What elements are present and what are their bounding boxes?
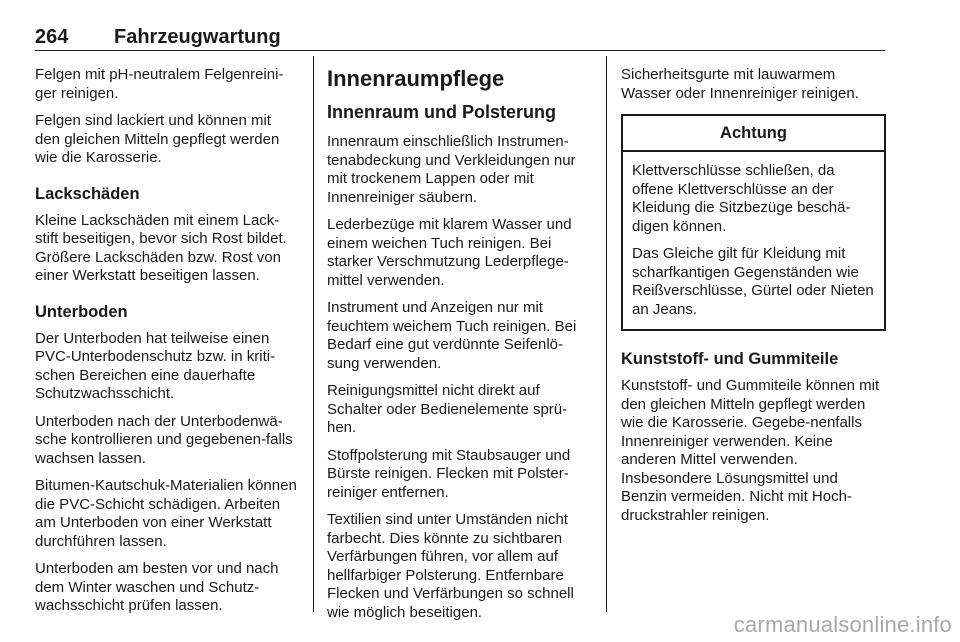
watermark: carmanualsonline.info bbox=[733, 612, 952, 637]
paragraph: Der Unterboden hat teilweise einen PVC-Unterbodenschutz bzw. in kriti-schen Bereichen eine dauerhafte Schutzwachsschicht. bbox=[35, 329, 276, 402]
page-title: Fahrzeugwartung bbox=[114, 26, 281, 48]
column-2 bbox=[327, 66, 592, 631]
paragraph: Unterboden am besten vor und nach dem Winter waschen und Schutz-wachsschicht prüfen lassen. bbox=[35, 560, 279, 614]
paragraph: Felgen mit pH-neutralem Felgenreini-ger reinigen. bbox=[35, 66, 284, 102]
warning-paragraph: Klettverschlüsse schließen, da offene Klettverschlüsse an der Kleidung die Sitzbezüge beschä-digen können. bbox=[632, 162, 851, 235]
page-header bbox=[35, 26, 885, 50]
column-divider bbox=[606, 56, 607, 612]
paragraph: Lederbezüge mit klarem Wasser und einem weichen Tuch reinigen. Bei starker Verschmutzung Lederpflege-mittel verwenden. bbox=[327, 216, 572, 289]
paragraph: Unterboden nach der Unterbodenwä-sche kontrollieren und gegebenen-falls wachsen lassen. bbox=[35, 412, 293, 467]
column-3 bbox=[621, 66, 886, 534]
paragraph: Bitumen-Kautschuk-Materialien können die PVC-Schicht schädigen. Arbeiten am Unterboden von einer Werkstatt durchführen lassen. bbox=[35, 477, 297, 550]
heading-lackschaeden: Lackschäden bbox=[35, 184, 140, 203]
heading-unterboden: Unterboden bbox=[35, 302, 128, 321]
warning-body bbox=[623, 152, 884, 329]
column-1 bbox=[35, 66, 300, 625]
column-divider bbox=[313, 56, 314, 612]
warning-title: Achtung bbox=[623, 116, 884, 152]
page-number: 264 bbox=[35, 26, 69, 48]
heading-innenraumpflege: Innenraumpflege bbox=[327, 66, 505, 91]
paragraph: Textilien sind unter Umständen nicht farbecht. Dies könnte zu sichtbaren Verfärbungen führen, vor allem auf hellfarbiger Polsterung. Entfernbare Flecken und Verfärbungen so schnell wie möglich beseitigen. bbox=[327, 511, 574, 621]
header-rule bbox=[35, 50, 885, 51]
paragraph: Kunststoff- und Gummiteile können mit den gleichen Mitteln gepflegt werden wie die Karosserie. Gegebe-nenfalls Innenreiniger verwenden. Keine anderen Mittel verwenden. Insbesondere Lösungsmittel und Benzin vermeiden. Nicht mit Hoch-druckstrahler reinigen. bbox=[621, 377, 880, 524]
paragraph: Stoffpolsterung mit Staubsauger und Bürste reinigen. Flecken mit Polster-reiniger entfernen. bbox=[327, 446, 571, 501]
heading-kunststoff-gummiteile: Kunststoff- und Gummiteile bbox=[621, 350, 839, 368]
paragraph: Felgen sind lackiert und können mit den gleichen Mitteln gepflegt werden wie die Karosserie. bbox=[35, 112, 280, 166]
warning-box bbox=[621, 114, 886, 331]
paragraph: Reinigungsmittel nicht direkt auf Schalter oder Bedienelemente sprü-hen. bbox=[327, 382, 568, 436]
paragraph: Instrument und Anzeigen nur mit feuchtem weichem Tuch reinigen. Bei Bedarf eine gut verdünnte Seifenlö-sung verwenden. bbox=[327, 299, 577, 372]
warning-paragraph: Das Gleiche gilt für Kleidung mit scharfkantigen Gegenständen wie Reißverschlüsse, Gürtel oder Nieten an Jeans. bbox=[632, 245, 874, 318]
paragraph: Kleine Lackschäden mit einem Lack-stift beseitigen, bevor sich Rost bildet. Größere Lackschäden bzw. Rost von einer Werkstatt beseitigen lassen. bbox=[35, 211, 287, 284]
paragraph: Innenraum einschließlich Instrumen-tenabdeckung und Verkleidungen nur mit trockenem Lappen oder mit Innenreiniger säubern. bbox=[327, 133, 576, 206]
paragraph: Sicherheitsgurte mit lauwarmem Wasser oder Innenreiniger reinigen. bbox=[621, 66, 859, 102]
heading-innenraum-polsterung: Innenraum und Polsterung bbox=[327, 102, 557, 122]
